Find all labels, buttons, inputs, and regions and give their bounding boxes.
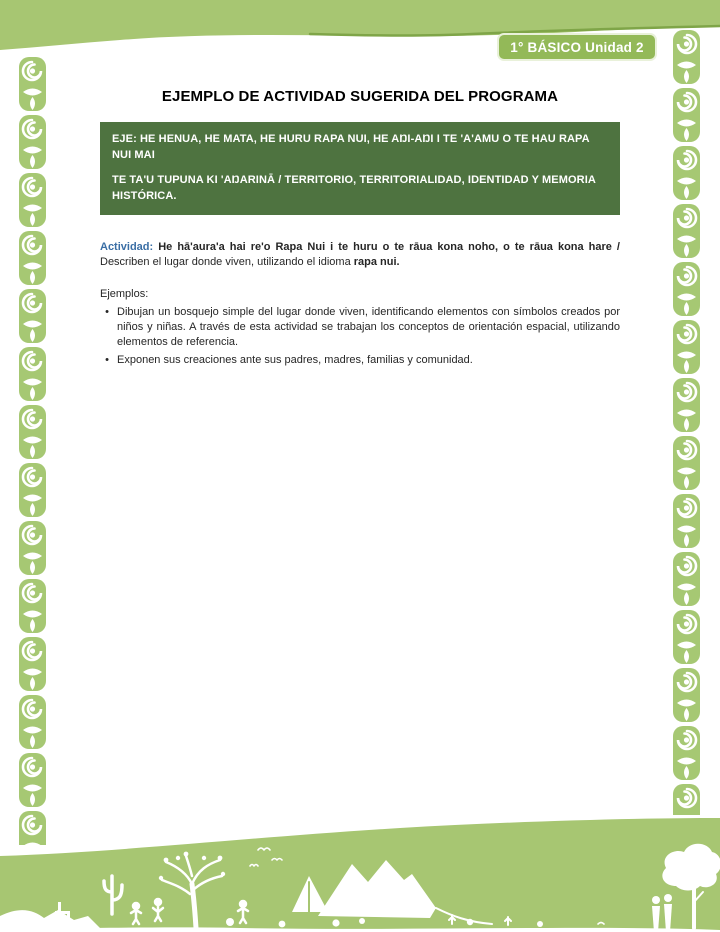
unit-badge: 1° BÁSICO Unidad 2 — [497, 33, 657, 61]
list-item — [100, 305, 620, 351]
content-column — [100, 88, 620, 368]
examples-list — [100, 305, 620, 368]
bullet-icon: • — [105, 306, 109, 319]
activity-spanish-text: Describen el lugar donde viven, utilizando el idioma — [100, 255, 351, 268]
bullet-icon: • — [105, 353, 109, 366]
examples-heading: Ejemplos: — [100, 288, 149, 301]
left-border-koru-ornament — [18, 55, 47, 845]
eje-line-spanish: TE TA'U TUPUNA KI 'AŊARINĀ / TERRITORIO, TERRITORIALIDAD, IDENTIDAD Y MEMORIA HISTÓRICA. — [112, 173, 596, 202]
eje-box — [100, 122, 620, 215]
activity-rapanui-text: He hā'aura'a hai re'o Rapa Nui i te huru o te rāua kona noho, o te rāua kona hare / — [158, 240, 620, 253]
list-item — [100, 353, 620, 368]
page-title: EJEMPLO DE ACTIVIDAD SUGERIDA DEL PROGRAMA — [161, 88, 559, 105]
right-border-koru-ornament — [672, 28, 701, 815]
activity-paragraph — [100, 240, 620, 270]
activity-label: Actividad: — [100, 240, 154, 253]
eje-line-rapanui: EJE: HE HENUA, HE MATA, HE HURU RAPA NUI, HE AŊI-AŊI I TE 'A'AMU O TE HAU RAPA NUI MAI — [112, 133, 590, 161]
list-item-text: Dibujan un bosquejo simple del lugar donde viven, identificando elementos con símbolos creados por niños y niñas. A través de esta actividad se trabajan los conceptos de orientación espacial, utilizando elementos de referencia. — [117, 306, 620, 349]
list-item-text: Exponen sus creaciones ante sus padres, madres, familias y comunidad. — [117, 353, 473, 366]
activity-spanish-bold-tail: rapa nui. — [353, 255, 400, 268]
footer-landscape-illustration — [0, 812, 720, 932]
